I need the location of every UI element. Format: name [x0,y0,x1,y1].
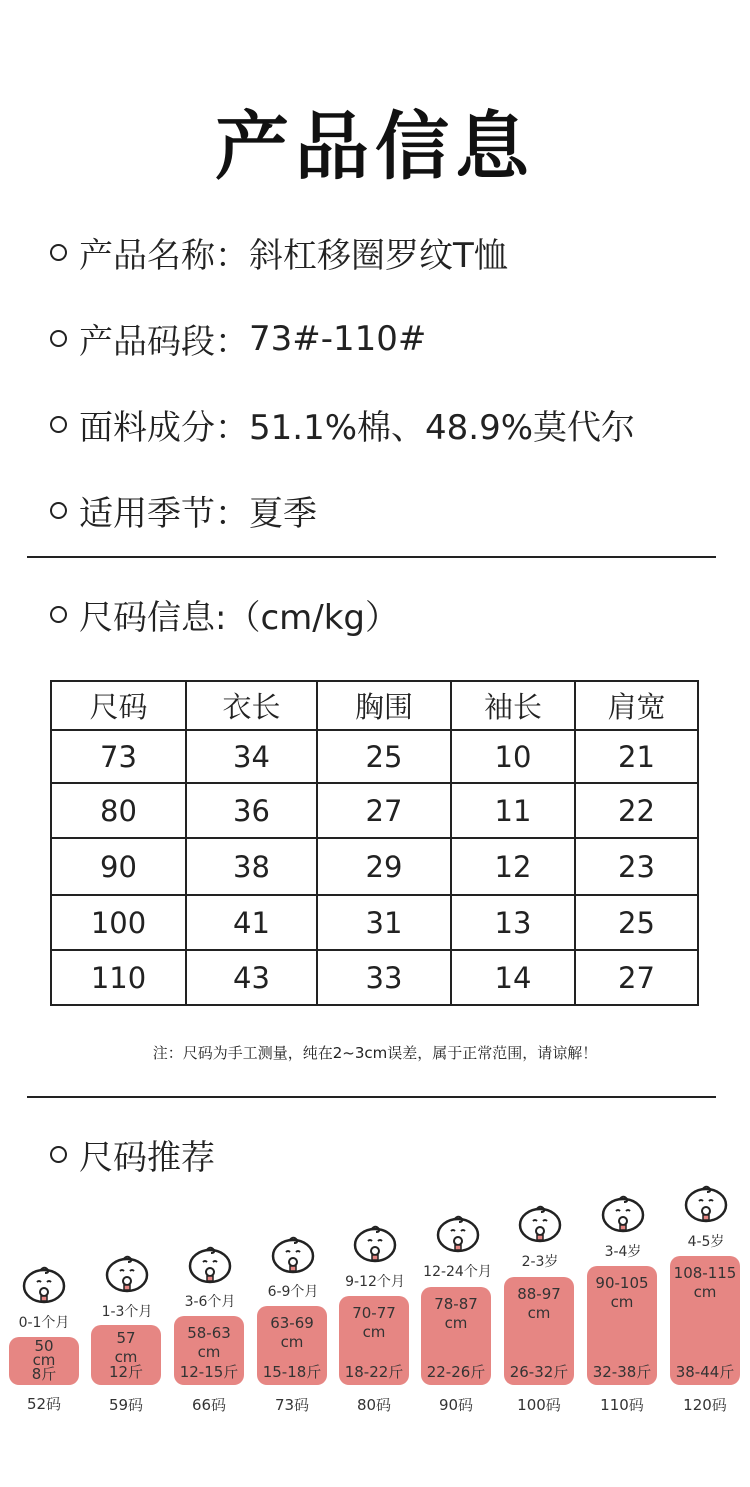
table-cell: 36 [186,783,317,838]
size-bar [91,1325,161,1385]
size-bar [339,1296,409,1385]
size-code: 120码 [683,1396,727,1414]
circle-bullet-icon [50,1146,67,1163]
info-value: 73#-110# [249,318,427,359]
table-cell: 38 [186,838,317,895]
size-bar [421,1287,491,1385]
circle-bullet-icon [50,244,67,261]
age-label: 0-1个月 [18,1315,70,1331]
age-label: 2-3岁 [521,1254,559,1270]
height-label: 90-105 cm [595,1274,649,1311]
info-label: 面料成分： [79,408,249,448]
circle-bullet-icon [50,330,67,347]
baby-face-icon [350,1222,400,1266]
size-bar [257,1306,327,1385]
page-title: 产品信息 [215,104,535,190]
age-label: 3-6个月 [184,1294,236,1310]
info-label: 产品名称： [79,236,249,276]
table-cell: 22 [575,783,698,838]
table-cell: 25 [317,730,451,783]
recommend-heading [50,1130,215,1179]
divider [27,1096,716,1098]
info-size-range [50,314,426,363]
table-row [51,838,698,895]
header-cell: 胸围 [317,681,451,730]
height-label: 88-97 cm [517,1285,561,1322]
info-label: 适用季节： [79,494,249,534]
height-label: 70-77 cm [352,1304,396,1341]
table-cell: 10 [451,730,575,783]
circle-bullet-icon [50,502,67,519]
size-code: 100码 [517,1396,561,1414]
table-cell: 34 [186,730,317,783]
size-code: 80码 [356,1396,392,1414]
baby-face-icon [681,1182,731,1226]
table-cell: 14 [451,950,575,1005]
age-label: 12-24个月 [423,1264,492,1280]
size-bar [504,1277,574,1385]
baby-face-icon [102,1252,152,1296]
circle-bullet-icon [50,416,67,433]
info-product-name [50,228,508,277]
table-cell: 25 [575,895,698,950]
weight-label: 22-26斤 [426,1363,486,1381]
size-code: 66码 [191,1396,227,1414]
height-label: 50 cm [32,1337,56,1369]
size-bar [174,1316,244,1385]
table-cell: 110 [51,950,186,1005]
table-cell: 27 [575,950,698,1005]
size-info-heading [50,590,399,639]
size-code: 73码 [274,1396,310,1414]
age-label: 3-4岁 [604,1244,642,1260]
info-value: 51.1%棉、48.9%莫代尔 [249,408,636,448]
header-cell: 袖长 [451,681,575,730]
table-cell: 23 [575,838,698,895]
height-label: 57 cm [114,1329,138,1366]
info-value: 夏季 [249,494,317,534]
size-code: 110码 [600,1396,644,1414]
header-cell: 衣长 [186,681,317,730]
info-season [50,486,317,535]
table-header-row [51,681,698,730]
weight-label: 15-18斤 [262,1363,322,1381]
table-row [51,783,698,838]
baby-face-icon [19,1263,69,1307]
header-cell: 肩宽 [575,681,698,730]
table-cell: 43 [186,950,317,1005]
weight-label: 18-22斤 [344,1363,404,1381]
baby-face-icon [515,1202,565,1246]
baby-face-icon [268,1233,318,1277]
table-cell: 13 [451,895,575,950]
age-label: 1-3个月 [101,1304,153,1320]
table-row [51,895,698,950]
height-label: 58-63 cm [187,1324,231,1361]
weight-label: 32-38斤 [592,1363,652,1381]
table-cell: 21 [575,730,698,783]
table-cell: 41 [186,895,317,950]
age-label: 9-12个月 [345,1274,405,1290]
size-code: 90码 [438,1396,474,1414]
height-label: 63-69 cm [270,1314,314,1351]
table-cell: 11 [451,783,575,838]
table-cell: 100 [51,895,186,950]
table-cell: 33 [317,950,451,1005]
baby-face-icon [185,1243,235,1287]
info-label: 产品码段： [79,322,249,362]
weight-label: 26-32斤 [509,1363,569,1381]
table-cell: 80 [51,783,186,838]
weight-label: 12斤 [108,1363,144,1381]
table-row [51,730,698,783]
table-cell: 31 [317,895,451,950]
table-cell: 29 [317,838,451,895]
circle-bullet-icon [50,606,67,623]
age-label: 6-9个月 [267,1284,319,1300]
table-row [51,950,698,1005]
table-cell: 27 [317,783,451,838]
size-code: 59码 [108,1396,144,1414]
size-bar [9,1337,79,1385]
table-cell: 12 [451,838,575,895]
info-fabric [50,400,635,449]
divider [27,556,716,558]
baby-face-icon [433,1212,483,1256]
table-cell: 90 [51,838,186,895]
weight-label: 12-15斤 [179,1363,239,1381]
table-cell: 73 [51,730,186,783]
size-bar [670,1256,740,1385]
header-cell: 尺码 [51,681,186,730]
size-code: 52码 [26,1395,62,1413]
size-table [50,680,699,1006]
height-label: 78-87 cm [434,1295,478,1332]
section-label: 尺码推荐 [79,1138,215,1178]
age-label: 4-5岁 [687,1234,725,1250]
weight-label: 38-44斤 [675,1363,735,1381]
section-label: 尺码信息:（cm/kg） [79,598,399,638]
measurement-note: 注：尺码为手工测量，纯在2~3cm误差，属于正常范围，请谅解！ [152,1044,598,1062]
baby-face-icon [598,1192,648,1236]
height-label: 108-115 cm [673,1264,737,1301]
weight-label: 8斤 [31,1365,57,1383]
size-bar [587,1266,657,1385]
info-value: 斜杠移圈罗纹T恤 [249,236,508,276]
